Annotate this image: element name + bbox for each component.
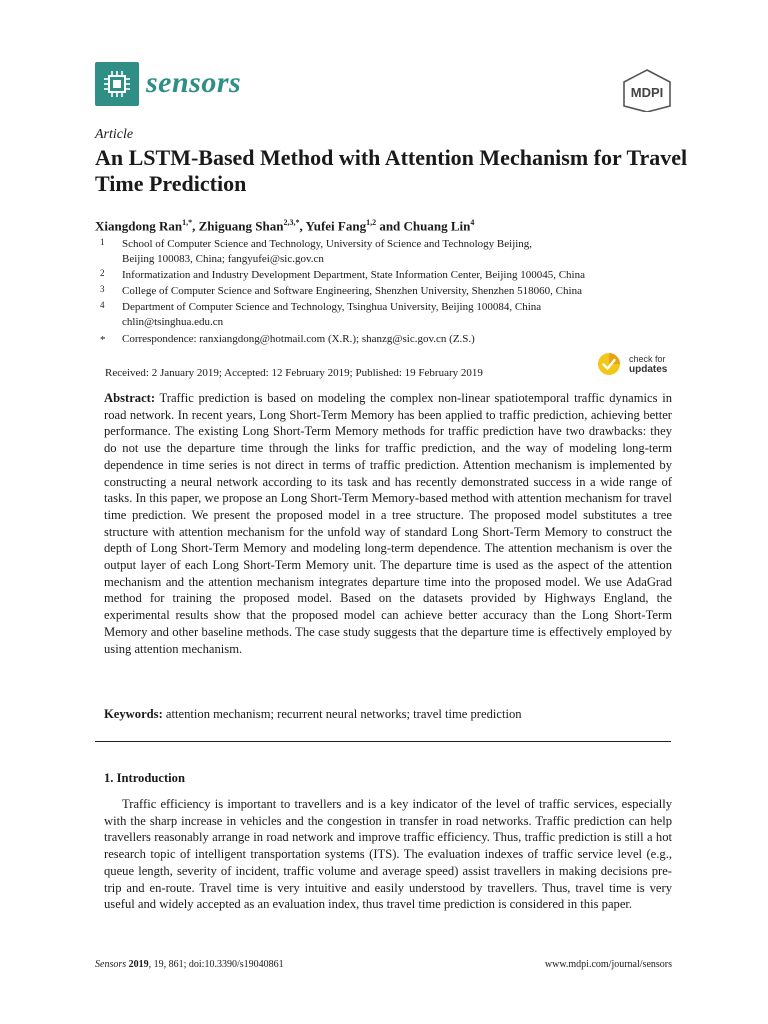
check-updates-line1: check for (629, 354, 666, 364)
affiliation-1 (95, 237, 685, 267)
publisher-logo (620, 68, 674, 112)
affiliation-2 (95, 268, 685, 283)
author-name: Chuang Lin (403, 218, 471, 234)
affiliation-text: Informatization and Industry Development Department, State Information Center, Beijing 100045, China (122, 269, 585, 281)
author-affil-sup: 2,3,* (283, 218, 300, 227)
footer-year: 2019 (128, 959, 149, 970)
author-affil-sup: 4 (470, 218, 475, 227)
affiliation-number: 2 (100, 268, 105, 278)
footer-journal: Sensors (95, 959, 127, 970)
author-list (95, 214, 695, 235)
affiliation-number: 4 (100, 300, 105, 310)
abstract-label: Abstract: (104, 391, 156, 405)
keywords-label: Keywords: (104, 707, 163, 721)
affiliation-text: Department of Computer Science and Technology, Tsinghua University, Beijing 100084, China (122, 301, 542, 313)
affiliation-email[interactable]: Beijing 100083, China; fangyufei@sic.gov.cn (122, 253, 324, 265)
author-affil-sup: 1,* (182, 218, 193, 227)
correspondence (95, 332, 685, 347)
abstract (104, 390, 672, 657)
introduction-paragraph: Traffic efficiency is important to travellers and is a key indicator of the level of traffic services, especially with the sharp increase in vehicles and the congestion in transfer in road networks. Traffic prediction can help travellers reasonably arrange in road network and improve traffic efficiency. Thus, traffic prediction is still a hot research topic of intelligent transportation systems (ITS). The evaluation indexes of traffic service level (e.g., queue length, severity of incident, traffic volume and average speed) assist travellers in making decisions pre-trip and en-route. Travel time is very intuitive and easily understood by travellers. Thus, travel time is very useful and widely accepted as an evaluation index, thus travel time prediction is considered in this paper. (104, 797, 672, 912)
check-updates-line2: updates (629, 364, 668, 375)
affiliation-text: School of Computer Science and Technology, University of Science and Technology Beijing, (122, 238, 533, 250)
publication-dates: Received: 2 January 2019; Accepted: 12 February 2019; Published: 19 February 2019 (105, 367, 483, 379)
author-separator: , (192, 218, 199, 234)
journal-name: sensors (146, 66, 242, 99)
author-name: Zhiguang Shan (198, 218, 284, 234)
author-affil-sup: 1,2 (366, 218, 377, 227)
check-for-updates-button[interactable] (597, 348, 677, 382)
author-name: Xiangdong Ran (95, 218, 183, 234)
author-separator: and (376, 218, 404, 234)
chip-icon (95, 62, 139, 106)
footer-citation (95, 958, 284, 972)
author-separator: , (299, 218, 306, 234)
section-divider (95, 741, 671, 742)
abstract-text: Traffic prediction is based on modeling the complex non-linear spatiotemporal traffic dynamics in road network. In recent years, Long Short-Term Memory has been applied to traffic prediction, achieving better performance. The existing Long Short-Term Memory methods for traffic prediction have two drawbacks: they do not use the departure time through the links for traffic prediction, and the way of modeling long-term dependence in time series is not direct in terms of traffic prediction. Attention mechanism is implemented by constructing a neural network according to its task and has recently demonstrated success in a wide range of tasks. In this paper, we propose an Long Short-Term Memory-based method with attention mechanism for travel time prediction. We present the proposed model in a tree structure. The proposed model substitutes a tree structure with attention mechanism for the unfold way of standard Long Short-Term Memory to construct the depth of Long Short-Term Memory and modeling long-term dependence. The attention mechanism is over the output layer of each Long Short-Term Memory unit. The departure time is used as the aspect of the attention mechanism and the attention mechanism integrates departure time into the proposed model. We use AdaGrad method for training the proposed model. Based on the datasets provided by Highways England, the experimental results show that the proposed model can achieve better accuracy than the Long Short-Term Memory and other baseline methods. The case study suggests that the departure time is effectively employed by using attention mechanism. (104, 391, 672, 656)
affiliation-number: 3 (100, 284, 105, 294)
author-name: Yufei Fang (305, 218, 367, 234)
publisher-logo-text: MDPI (630, 85, 664, 100)
check-updates-icon (597, 352, 621, 376)
affiliation-4 (95, 300, 685, 330)
affiliation-number: 1 (100, 237, 105, 247)
correspondence-marker: * (100, 334, 106, 346)
affiliation-3 (95, 284, 685, 299)
keywords-text: attention mechanism; recurrent neural networks; travel time prediction (165, 707, 522, 721)
correspondence-text[interactable]: Correspondence: ranxiangdong@hotmail.com (X.R.); shanzg@sic.gov.cn (Z.S.) (122, 333, 475, 345)
footer-doi[interactable]: , 19, 861; doi:10.3390/s19040861 (148, 959, 284, 970)
keywords (104, 706, 672, 722)
footer-url[interactable]: www.mdpi.com/journal/sensors (544, 959, 672, 970)
affiliation-text: College of Computer Science and Software Engineering, Shenzhen University, Shenzhen 518060, China (122, 285, 582, 297)
article-title: An LSTM-Based Method with Attention Mechanism for Travel Time Prediction (95, 145, 688, 196)
article-type: Article (95, 127, 134, 142)
section-heading: 1. Introduction (104, 771, 185, 785)
affiliation-email[interactable]: chlin@tsinghua.edu.cn (122, 316, 224, 328)
